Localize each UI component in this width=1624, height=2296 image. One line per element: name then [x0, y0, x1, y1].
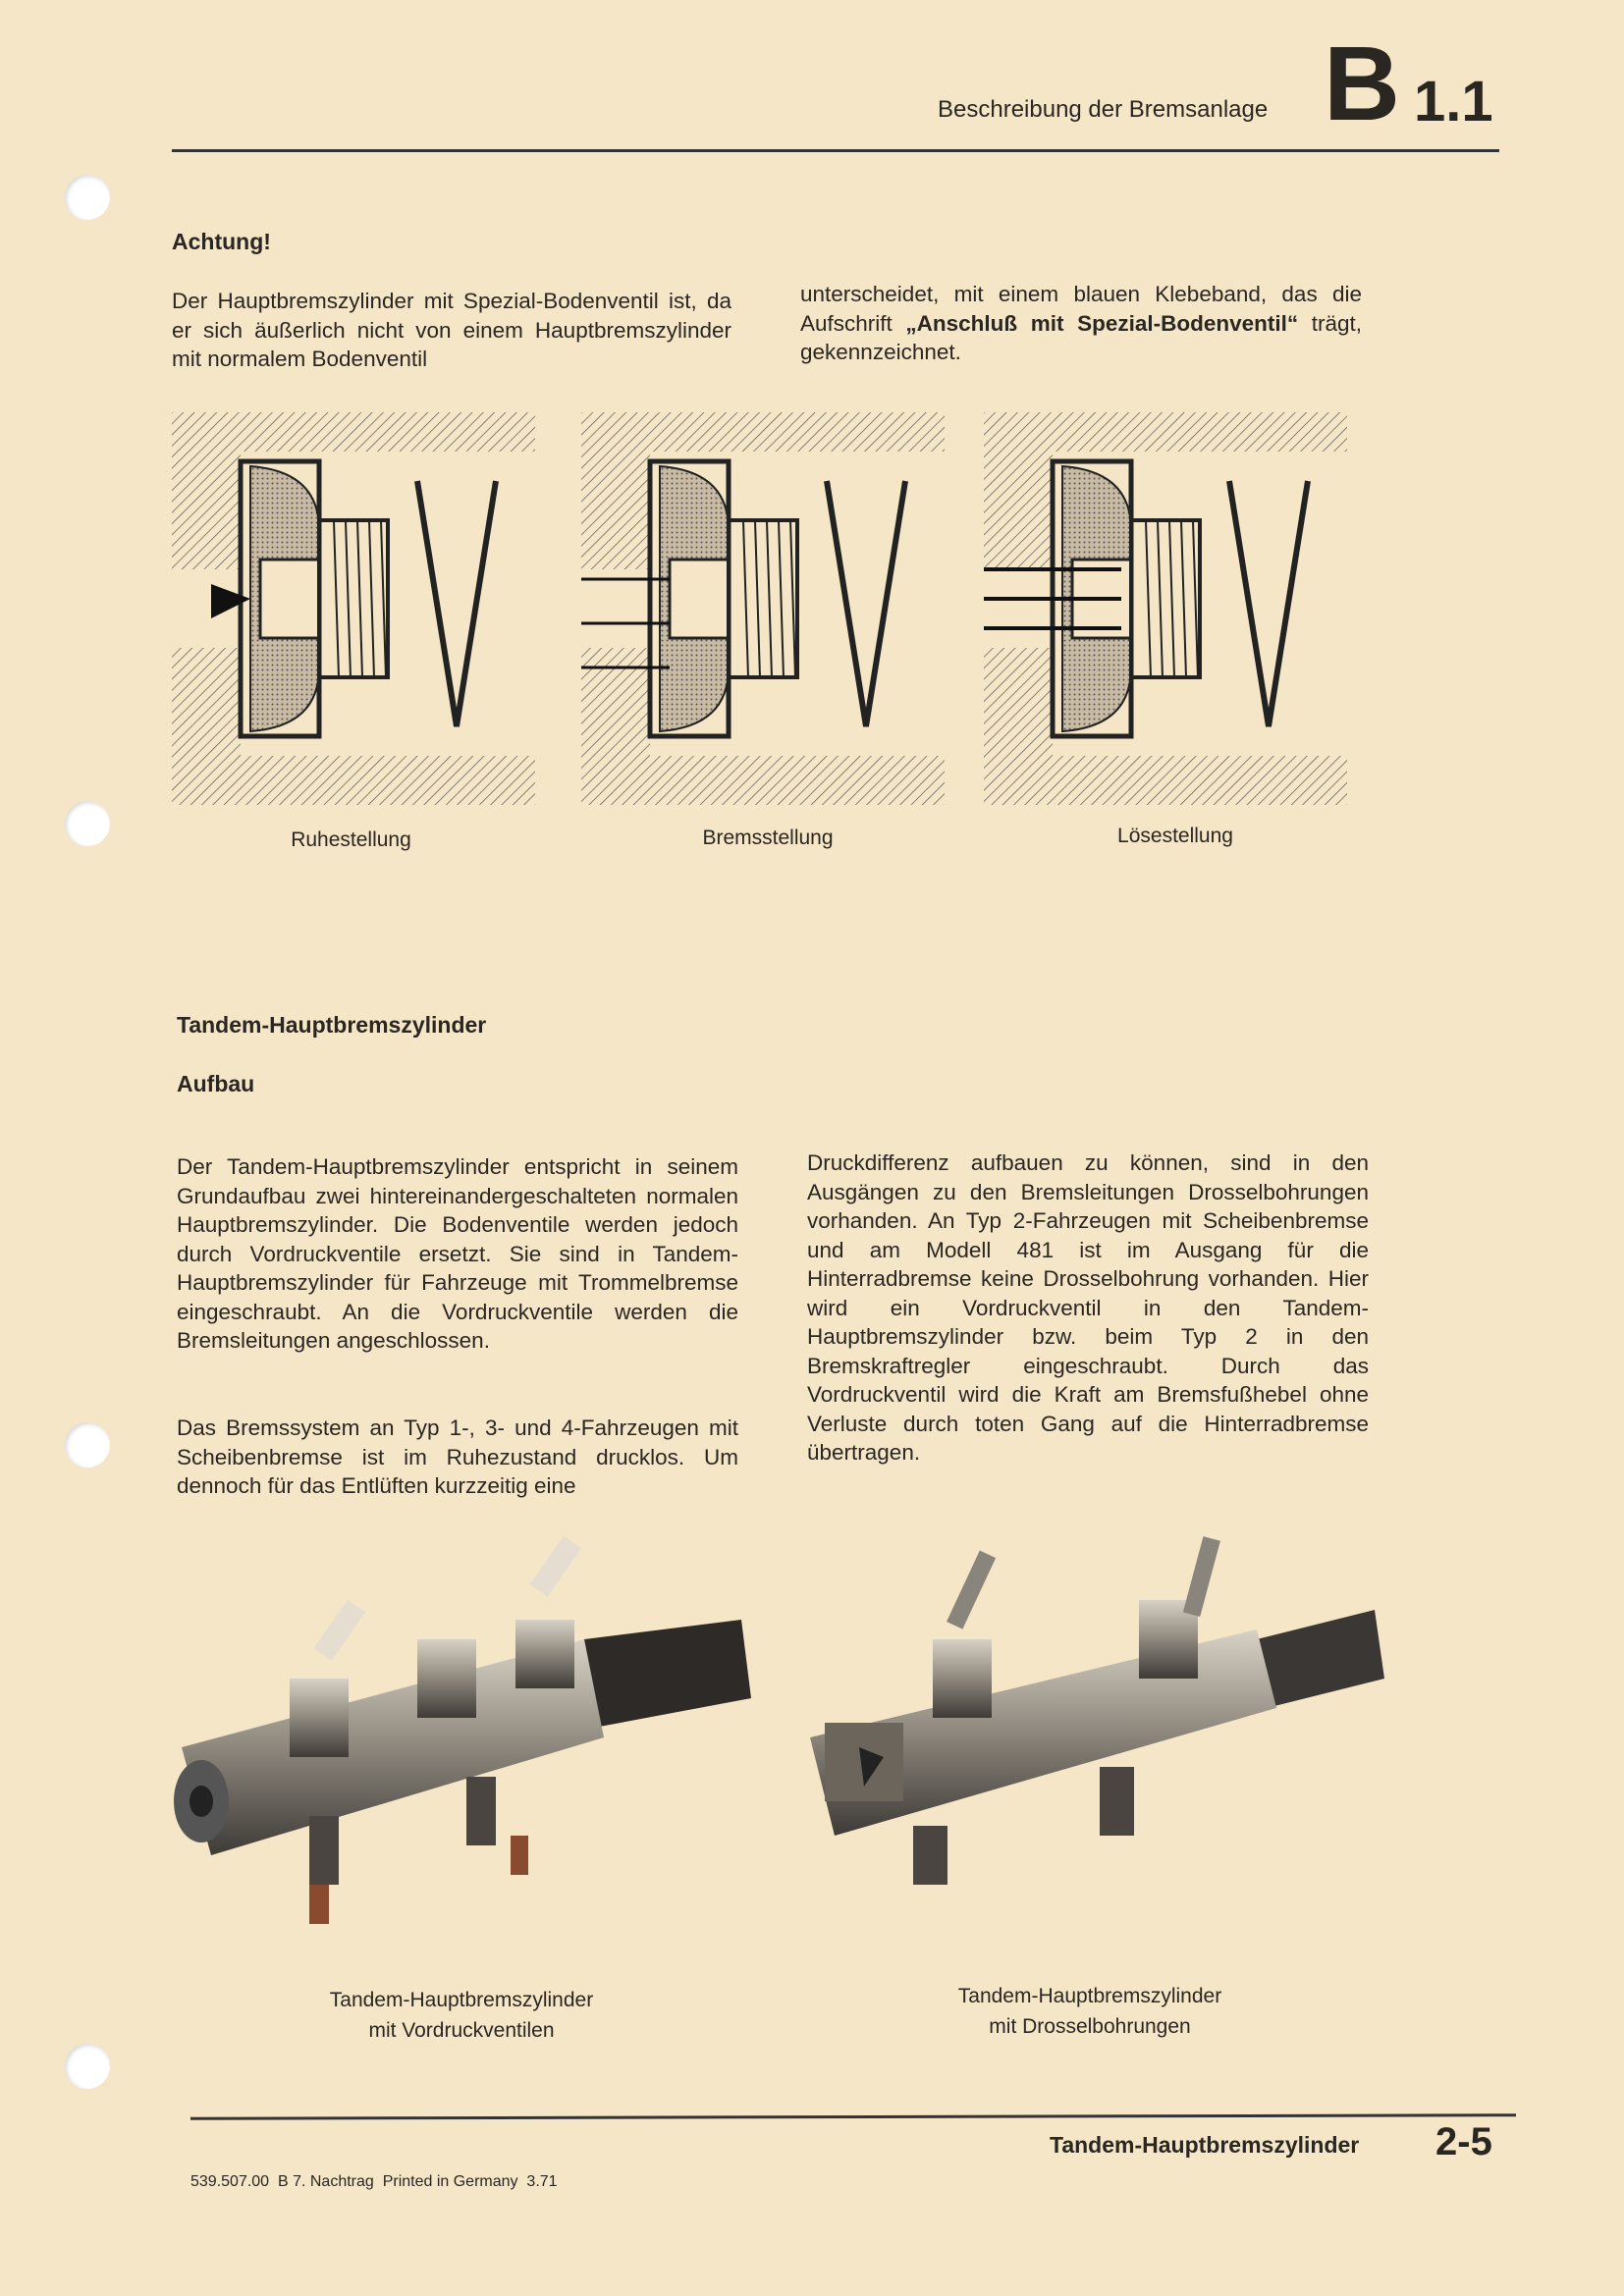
- section-heading: Tandem-Hauptbremszylinder: [177, 1012, 487, 1038]
- photo-cylinder-drosselbohrungen: [805, 1531, 1394, 1953]
- photo-caption-right: Tandem-Hauptbremszylinder mit Drosselbohrungen: [957, 1985, 1222, 2038]
- body-right-paragraph: Druckdifferenz aufbauen zu können, sind in den Ausgängen zu den Bremsleitungen Drosselbohrungen vorhanden. An Typ 2-Fahrzeugen mit Scheibenbremse und am Modell 481 ist im Ausgang für die Hinterradbremse keine Drosselbohrung vorhanden. Hier wird ein Vordruckventil in den Tandem-Hauptbremszylinder bzw. beim Typ 2 in den Bremskraftregler eingeschraubt. Durch das Vordruckventil wird die Kraft am Bremsfußhebel ohne Verluste durch toten Gang auf die Hinterradbremse übertragen.: [807, 1150, 1369, 1465]
- footer-title: Tandem-Hauptbremszylinder: [1050, 2132, 1360, 2158]
- diagram-caption-rest: Ruhestellung: [291, 828, 411, 851]
- section-subheading: Aufbau: [177, 1071, 255, 1096]
- print-info: 539.507.00 B 7. Nachtrag Printed in Germany 3.71: [190, 2173, 558, 2190]
- body-left-paragraph-2: Das Bremssystem an Typ 1-, 3- und 4-Fahrzeugen mit Scheibenbremse ist im Ruhezustand drucklos. Um dennoch für das Entlüften kurzzeitig eine: [177, 1415, 738, 1498]
- photo-cylinder-vordruckventile: [172, 1531, 761, 1953]
- diagram-caption-brake: Bremsstellung: [702, 827, 834, 849]
- label-text: „Anschluß mit Spezial-Bodenventil“: [905, 310, 1299, 336]
- body-left-paragraph-1: Der Tandem-Hauptbremszylinder entspricht in seinem Grundaufbau zwei hintereinandergeschalteten normalen Hauptbremszylinder. Die Bodenventile werden jedoch durch Vordruckventile ersetzt. Sie sind in Tandem-Hauptbremszylinder für Fahrzeuge mit Trommelbremse eingeschraubt. An die Vordruckventile werden die Bremsleitungen angeschlossen.: [177, 1154, 738, 1353]
- photo-caption-left: Tandem-Hauptbremszylinder mit Vordruckventilen: [329, 1989, 594, 2042]
- punch-hole: [65, 1422, 110, 1468]
- warning-text-left: Der Hauptbremszylinder mit Spezial-Bodenventil ist, da er sich äußerlich nicht von einem Hauptbremszylinder mit normalem Bodenventil: [172, 289, 731, 371]
- punch-hole: [65, 2044, 110, 2089]
- chapter-number: 1.1: [1414, 70, 1493, 133]
- footer-rule: [190, 2113, 1516, 2120]
- chapter-letter: B: [1324, 24, 1400, 142]
- valve-diagrams: [0, 0, 1624, 864]
- section-title: Beschreibung der Bremsanlage: [938, 96, 1269, 123]
- warning-heading: Achtung!: [172, 229, 271, 254]
- diagram-caption-release: Lösestellung: [1117, 825, 1233, 847]
- page-number: 2-5: [1435, 2120, 1492, 2163]
- warning-text-right: unterscheidet, mit einem blauen Klebeband, das die Aufschrift „Anschluß mit Spezial-Bodenventil“ trägt, gekennzeichnet.: [800, 282, 1362, 364]
